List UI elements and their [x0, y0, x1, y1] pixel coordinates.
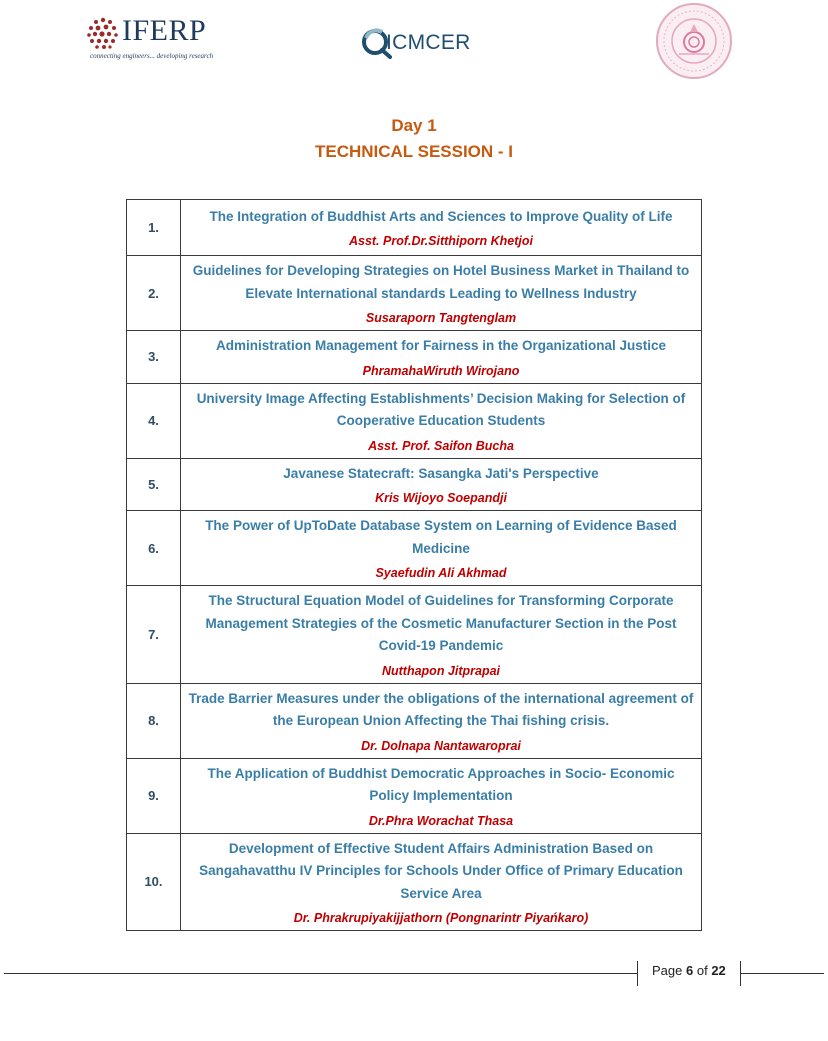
page-label: Page [652, 963, 683, 978]
session-number: 4. [127, 383, 181, 458]
iferp-wordmark: IFERP [122, 14, 207, 47]
paper-title: Development of Effective Student Affairs Administration Based on Sangahavatthu IV Principles for Schools Under Office of Primary Education Service Area [199, 840, 683, 901]
paper-title: Guidelines for Developing Strategies on Hotel Business Market in Thailand to Elevate International standards Leading to Wellness Industry [192, 263, 690, 301]
paper-author: Asst. Prof. Saifon Bucha [368, 438, 514, 453]
session-heading: TECHNICAL SESSION - I [314, 142, 514, 161]
footer-divider-left [637, 961, 638, 986]
iferp-dots-icon [86, 16, 120, 50]
session-details [181, 200, 702, 256]
page-current: 6 [686, 963, 694, 978]
paper-title: The Application of Buddhist Democratic Approaches in Socio- Economic Policy Implementation [207, 765, 675, 803]
paper-author: Dr.Phra Worachat Thasa [368, 813, 514, 828]
icmcer-logo [360, 26, 490, 62]
page-header [0, 0, 828, 90]
session-details [181, 511, 702, 586]
footer-rule-left [4, 973, 637, 974]
session-row [127, 331, 702, 384]
day-heading: Day 1 [391, 116, 437, 135]
paper-author: Susaraporn Tangtenglam [365, 311, 517, 325]
session-details [181, 383, 702, 458]
session-row [127, 256, 702, 331]
session-number: 2. [127, 256, 181, 331]
session-row [127, 758, 702, 833]
paper-author: Nutthapon Jitprapai [381, 663, 501, 678]
session-details [181, 833, 702, 931]
paper-title: The Structural Equation Model of Guidelines for Transforming Corporate Management Strategies of the Cosmetic Manufacturer Section in the Post Covid-19 Pandemic [205, 593, 677, 653]
session-number: 9. [127, 758, 181, 833]
session-table [126, 199, 702, 931]
paper-author: Syaefudin Ali Akhmad [375, 566, 507, 580]
session-details [181, 458, 702, 511]
session-number: 8. [127, 683, 181, 758]
session-row [127, 511, 702, 586]
session-row [127, 586, 702, 684]
page-number [652, 963, 726, 978]
paper-author: Kris Wijoyo Soepandji [375, 491, 507, 505]
paper-author: PhramahaWiruth Wirojano [362, 363, 520, 378]
session-row [127, 833, 702, 931]
session-number: 10. [127, 833, 181, 931]
page-total: 22 [711, 963, 726, 978]
session-details [181, 683, 702, 758]
paper-title: Administration Management for Fairness in the Organizational Justice [215, 338, 667, 353]
session-details [181, 256, 702, 331]
session-number: 6. [127, 511, 181, 586]
paper-title: Javanese Statecraft: Sasangka Jati's Perspective [283, 465, 599, 481]
session-table-body [127, 200, 702, 931]
session-number: 5. [127, 458, 181, 511]
session-details [181, 586, 702, 684]
session-details [181, 331, 702, 384]
page-of: of [696, 963, 708, 978]
session-row [127, 200, 702, 256]
iferp-logo [86, 12, 226, 64]
session-number: 1. [127, 200, 181, 256]
paper-author: Dr. Phrakrupiyakijjathorn (Pongnarintr Piyańkaro) [293, 911, 589, 925]
session-row [127, 683, 702, 758]
session-number: 3. [127, 331, 181, 384]
paper-title: The Power of UpToDate Database System on Learning of Evidence Based Medicine [205, 518, 677, 556]
iferp-tagline: connecting engineers... developing research [90, 52, 214, 60]
paper-title: University Image Affecting Establishments’ Decision Making for Selection of Cooperative Education Students [196, 390, 686, 428]
paper-title: Trade Barrier Measures under the obligations of the international agreement of the European Union Affecting the Thai fishing crisis. [188, 690, 694, 728]
paper-title: The Integration of Buddhist Arts and Sciences to Improve Quality of Life [209, 208, 673, 224]
session-row [127, 383, 702, 458]
university-seal-icon [655, 2, 733, 80]
footer-rule-right [741, 973, 824, 974]
paper-author: Dr. Dolnapa Nantawaroprai [361, 738, 521, 753]
session-number: 7. [127, 586, 181, 684]
paper-author: Asst. Prof.Dr.Sitthiporn Khetjoi [348, 234, 534, 249]
icmcer-wordmark: ICMCER [386, 31, 471, 54]
session-details [181, 758, 702, 833]
session-row [127, 458, 702, 511]
